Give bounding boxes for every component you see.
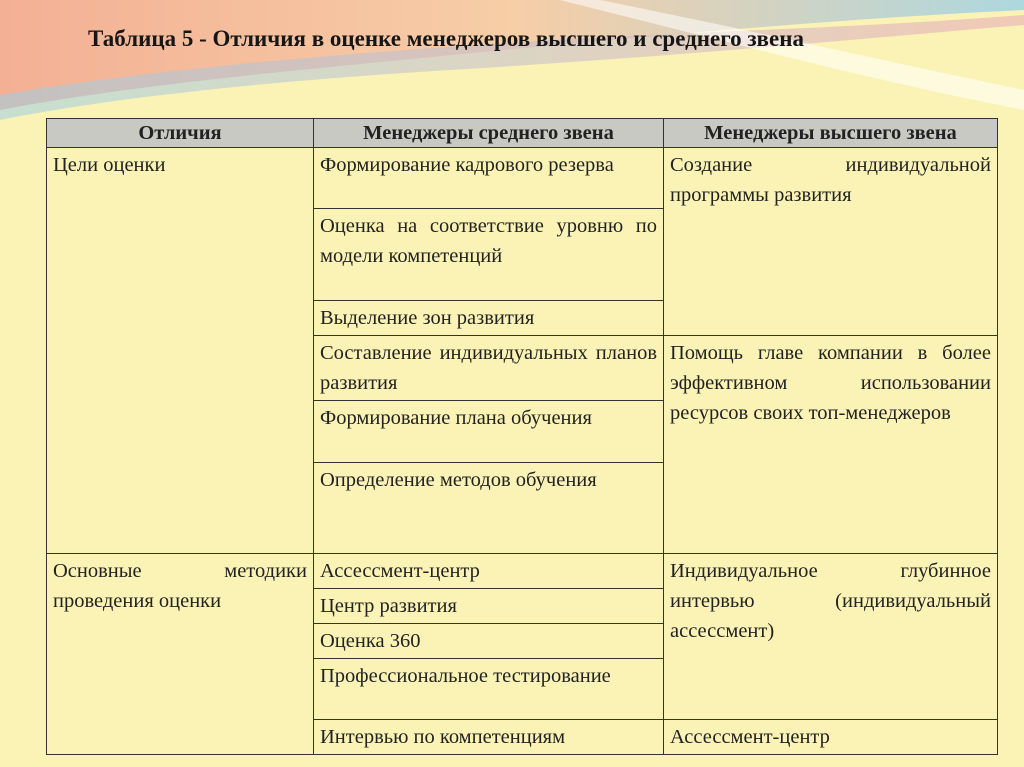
middle-cell (314, 659, 664, 720)
top-cell (664, 554, 998, 720)
middle-cell (314, 301, 664, 336)
table-header-row (47, 119, 998, 148)
middle-text: Формирование плана обучения (320, 407, 592, 429)
header-middle-managers: Менеджеры среднего звена (314, 119, 664, 148)
middle-text: Определение методов обучения (320, 469, 597, 491)
middle-cell (314, 148, 664, 209)
middle-text: Выделение зон развития (320, 307, 535, 329)
comparison-table (46, 118, 998, 755)
middle-text: Интервью по компетенциям (320, 726, 566, 748)
page-title: Таблица 5 - Отличия в оценке менеджеров высшего и среднего звена (88, 26, 804, 51)
criterion-text: Основные методики проведения оценки (53, 560, 307, 612)
middle-cell (314, 209, 664, 301)
criterion-text: Цели оценки (53, 154, 166, 176)
middle-text: Оценка на соответствие уровню по модели компетенций (320, 215, 657, 267)
top-text: Создание индивидуальной программы развития (670, 154, 991, 206)
header-differences: Отличия (47, 119, 314, 148)
criterion-cell (47, 554, 314, 755)
middle-cell (314, 589, 664, 624)
table-row (47, 148, 998, 209)
top-text: Помощь главе компании в более эффективном использовании ресурсов своих топ-менеджеров (670, 342, 991, 424)
table-row (47, 554, 998, 589)
middle-cell (314, 336, 664, 401)
top-cell (664, 720, 998, 755)
middle-cell (314, 463, 664, 554)
top-cell (664, 148, 998, 336)
middle-cell (314, 401, 664, 463)
middle-text: Ассессмент-центр (320, 560, 480, 582)
middle-text: Центр развития (320, 595, 457, 617)
middle-text: Оценка 360 (320, 630, 421, 652)
middle-cell (314, 720, 664, 755)
middle-text: Формирование кадрового резерва (320, 154, 614, 176)
middle-cell (314, 624, 664, 659)
middle-cell (314, 554, 664, 589)
middle-text: Профессиональное тестирование (320, 665, 611, 687)
top-text: Индивидуальное глубинное интервью (индивидуальный ассессмент) (670, 560, 991, 642)
top-cell (664, 336, 998, 554)
top-text: Ассессмент-центр (670, 726, 830, 748)
middle-text: Составление индивидуальных планов развития (320, 342, 657, 394)
header-top-managers: Менеджеры высшего звена (664, 119, 998, 148)
criterion-cell (47, 148, 314, 554)
